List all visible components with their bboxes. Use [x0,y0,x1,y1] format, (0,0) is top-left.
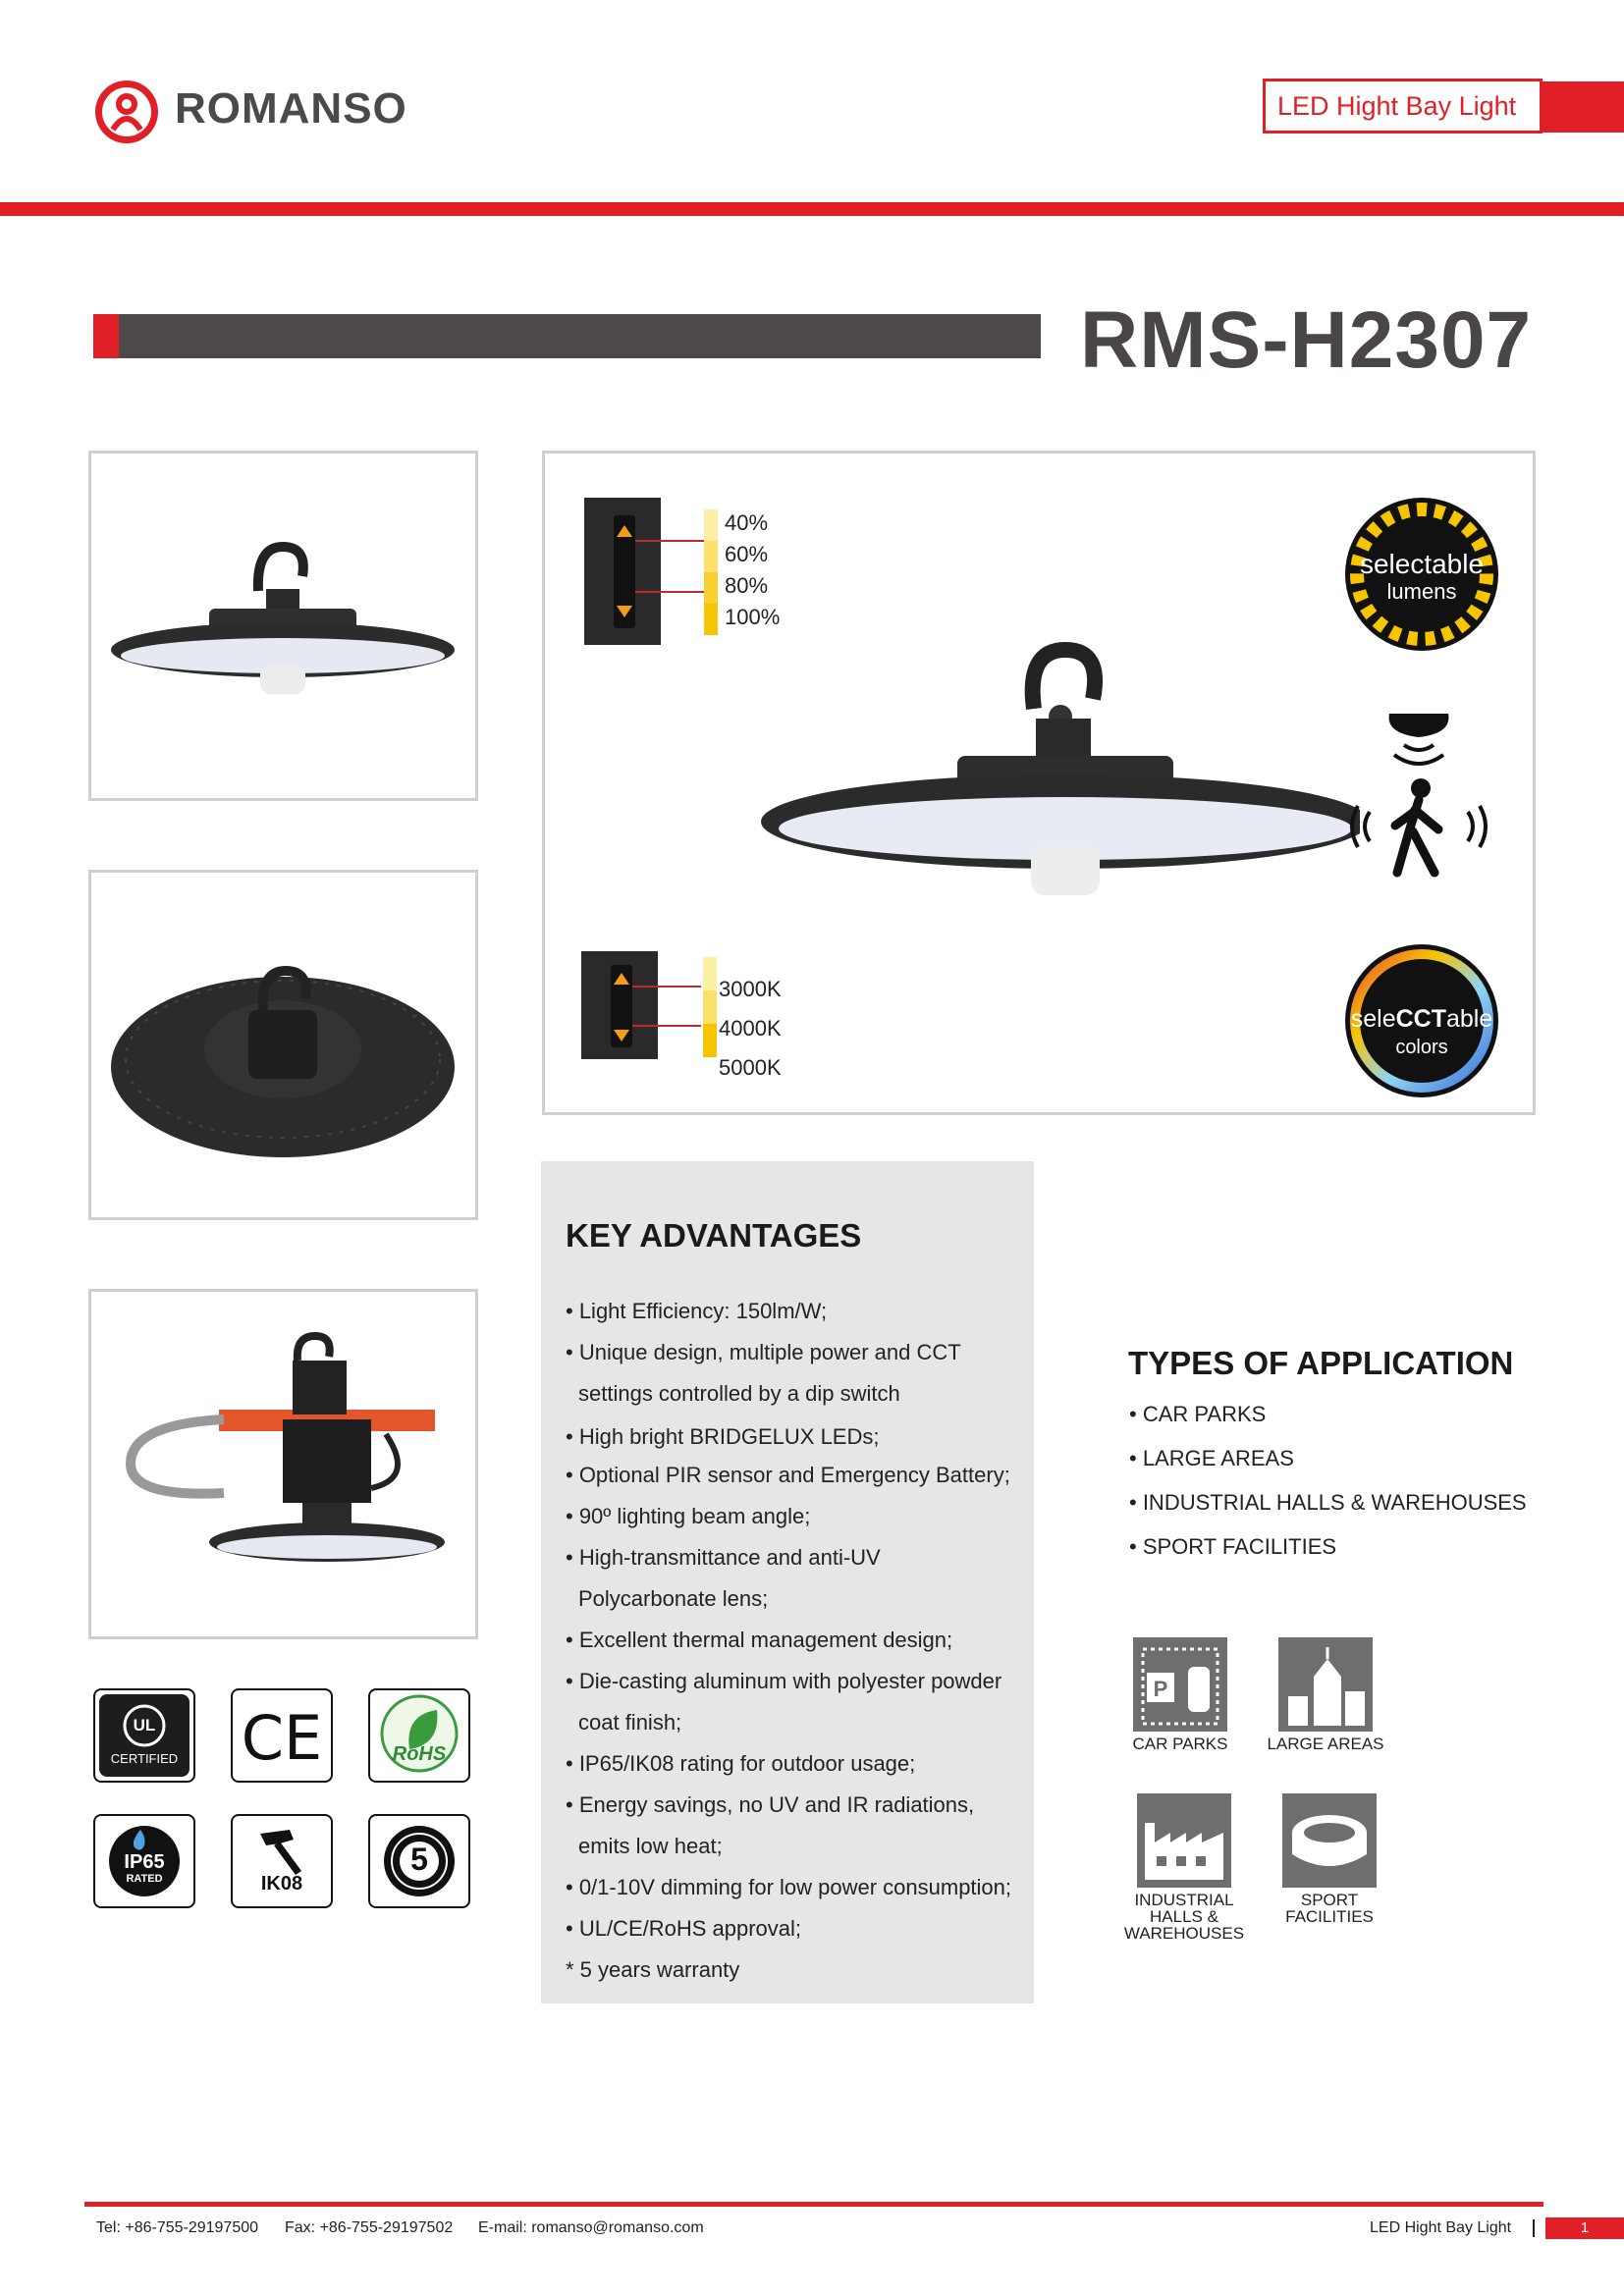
selectable-cct-line1 [1343,1005,1500,1034]
advantage-line: • IP65/IK08 rating for outdoor usage; [566,1751,916,1776]
title-bar-accent [93,314,119,358]
photo-frame-battery [88,1289,478,1639]
photo-frame-top [88,870,478,1220]
factory-icon [1137,1793,1231,1888]
highbay-main-image [731,611,1360,964]
advantage-line: • Light Efficiency: 150lm/W; [566,1299,828,1323]
advantages-title: KEY ADVANTAGES [566,1217,862,1254]
advantage-line: • High-transmittance and anti-UV [566,1545,881,1570]
ce-badge [231,1688,333,1783]
model-number: RMS-H2307 [1080,295,1533,385]
page-number: 1 [1545,2217,1624,2239]
cct-level-4000k: 4000K [719,1016,782,1041]
advantage-line: * 5 years warranty [566,1957,740,1982]
lumens-level-40: 40% [725,510,769,535]
large-areas-icon [1278,1637,1373,1732]
stadium-caption-1: SPORT [1300,1891,1359,1909]
advantage-line: • UL/CE/RoHS approval; [566,1916,802,1941]
rohs-mark: RoHS [392,1743,447,1765]
advantage-line: • Excellent thermal management design; [566,1628,953,1652]
warranty-years: 5 [410,1842,428,1877]
brand-name: ROMANSO [175,84,407,133]
lumens-level-80: 80% [725,573,769,598]
lumens-level-100: 100% [725,605,781,629]
footer-fax: Fax: +86-755-29197502 [285,2219,454,2236]
footer-tel: Tel: +86-755-29197500 [96,2219,259,2236]
ul-certified-badge [93,1688,195,1783]
footer-divider [1533,2219,1535,2237]
photo-frame-side [88,451,478,801]
highbay-battery-image [91,1292,475,1636]
advantage-line: Polycarbonate lens; [578,1586,769,1611]
footer-product: LED Hight Bay Light [1370,2219,1512,2236]
title-bar [119,314,1041,358]
selectable-cct-part3: able [1446,1005,1493,1033]
stadium-icon [1282,1793,1377,1888]
cct-level-3000k: 3000K [719,977,782,1001]
ik08-mark: IK08 [260,1873,303,1895]
selectable-lumens-line1: selectable [1359,549,1485,579]
product-category-tag: LED Hight Bay Light [1263,79,1543,133]
car-park-icon [1133,1637,1227,1732]
factory-caption-1: INDUSTRIAL [1134,1891,1234,1909]
advantage-line: • 0/1-10V dimming for low power consumption; [566,1875,1012,1899]
selectable-cct-line2: colors [1395,1037,1448,1058]
ik08-badge [231,1814,333,1908]
car-park-caption: CAR PARKS [1132,1735,1228,1753]
application-item: • INDUSTRIAL HALLS & WAREHOUSES [1129,1490,1527,1515]
tag-accent-block [1543,81,1624,133]
advantage-line: coat finish; [578,1710,682,1735]
application-item: • CAR PARKS [1129,1402,1267,1426]
ul-icon [95,1690,193,1781]
brand-logo-icon [93,79,160,145]
hero-panel [542,451,1536,1115]
selectable-cct-part2: CCT [1395,1005,1446,1033]
motion-sensor-icon [1350,704,1488,881]
ip65-text: RATED [126,1873,163,1885]
rohs-badge [368,1688,470,1783]
svg-text:P: P [1153,1677,1168,1701]
highbay-top-image [91,873,475,1217]
ul-text: CERTIFIED [110,1751,179,1766]
footer-rule [84,2202,1543,2207]
ce-mark: CE [241,1702,323,1774]
selectable-lumens-line2: lumens [1386,579,1457,604]
lumens-level-60: 60% [725,542,769,566]
warranty-badge [368,1814,470,1908]
ip65-mark: IP65 [124,1851,165,1873]
advantage-line: • 90º lighting beam angle; [566,1504,811,1528]
application-item: • LARGE AREAS [1129,1446,1294,1470]
advantage-line: settings controlled by a dip switch [578,1381,900,1406]
advantage-line: • Energy savings, no UV and IR radiations, [566,1792,975,1817]
large-areas-caption: LARGE AREAS [1267,1735,1384,1753]
advantage-line: • Die-casting aluminum with polyester powder [566,1669,1002,1693]
application-item: • SPORT FACILITIES [1129,1534,1337,1559]
selectable-cct-part1: sele [1350,1005,1396,1033]
highbay-side-image [91,454,475,798]
advantage-line: • High bright BRIDGELUX LEDs; [566,1424,880,1449]
footer-email: E-mail: romanso@romanso.com [478,2219,704,2236]
header-rule [0,202,1624,216]
advantage-line: emits low heat; [578,1834,723,1858]
advantage-line: • Unique design, multiple power and CCT [566,1340,961,1364]
applications-title: TYPES OF APPLICATION [1128,1345,1514,1381]
factory-caption-3: WAREHOUSES [1123,1924,1245,1943]
stadium-caption-2: FACILITIES [1285,1907,1374,1926]
ip65-badge [93,1814,195,1908]
rohs-leaf-icon [370,1690,468,1781]
advantage-line: • Optional PIR sensor and Emergency Battery; [566,1463,1010,1487]
ul-mark: UL [133,1716,156,1735]
factory-caption-2: HALLS & [1150,1907,1218,1926]
cct-dip-switch-icon [581,951,758,1061]
cct-level-5000k: 5000K [719,1055,782,1080]
